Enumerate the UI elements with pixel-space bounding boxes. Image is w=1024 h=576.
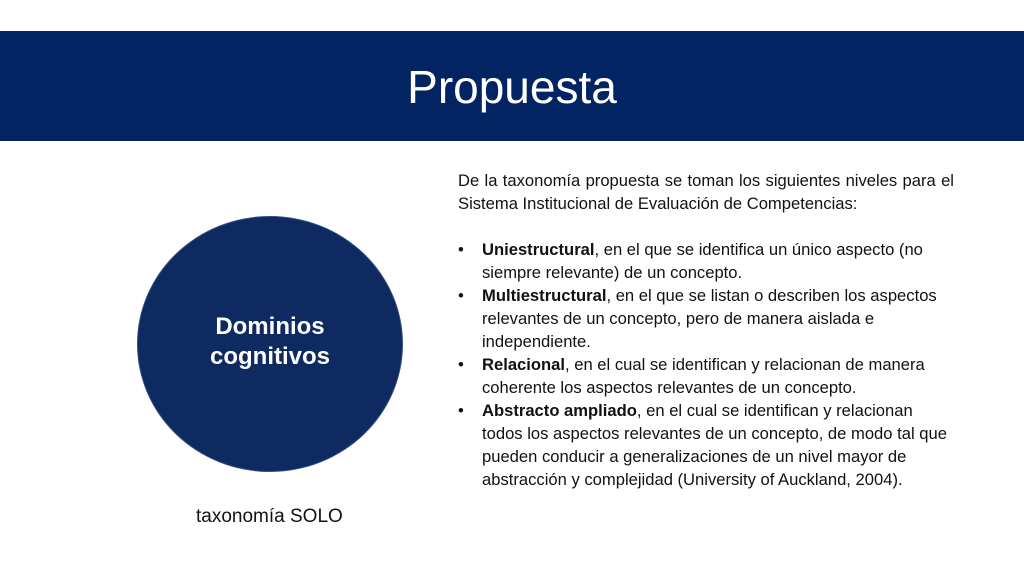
title-bar <box>0 31 1024 141</box>
level-description: , en el que se identifica un único aspecto (no siempre relevante) de un concepto. <box>482 240 923 282</box>
level-description: , en el que se listan o describen los aspectos relevantes de un concepto, pero de manera aislada e independiente. <box>482 286 937 351</box>
bullet-icon: • <box>458 286 464 305</box>
list-item <box>458 238 954 284</box>
bullet-icon: • <box>458 355 464 374</box>
level-description: , en el cual se identifican y relacionan de manera coherente los aspectos relevantes de un concepto. <box>482 355 925 397</box>
intro-paragraph: De la taxonomía propuesta se toman los siguientes niveles para el Sistema Institucional de Evaluación de Competencias: <box>458 171 954 213</box>
bullet-icon: • <box>458 240 464 259</box>
circle-label-line2: cognitivos <box>209 343 330 370</box>
circle-label <box>210 312 330 372</box>
level-term: Relacional <box>482 355 566 374</box>
slide-title: Propuesta <box>407 61 617 113</box>
level-term: Abstracto ampliado <box>482 401 637 420</box>
bullet-icon: • <box>458 401 464 420</box>
level-term: Multiestructural <box>482 286 607 305</box>
circle-label-line1: Dominios <box>215 313 325 340</box>
list-item <box>458 284 954 353</box>
content-block <box>458 169 954 491</box>
list-item <box>458 399 954 491</box>
dominios-circle <box>137 216 403 472</box>
level-description: , en el cual se identifican y relacionan todos los aspectos relevantes de un concepto, de modo tal que pueden conducir a generalizaciones de un nivel mayor de abstracción y complejidad (University of Auckland, 2004). <box>482 401 947 489</box>
levels-list <box>458 238 954 491</box>
level-term: Uniestructural <box>482 240 595 259</box>
list-item <box>458 353 954 399</box>
taxonomy-caption: taxonomía SOLO <box>196 506 343 527</box>
